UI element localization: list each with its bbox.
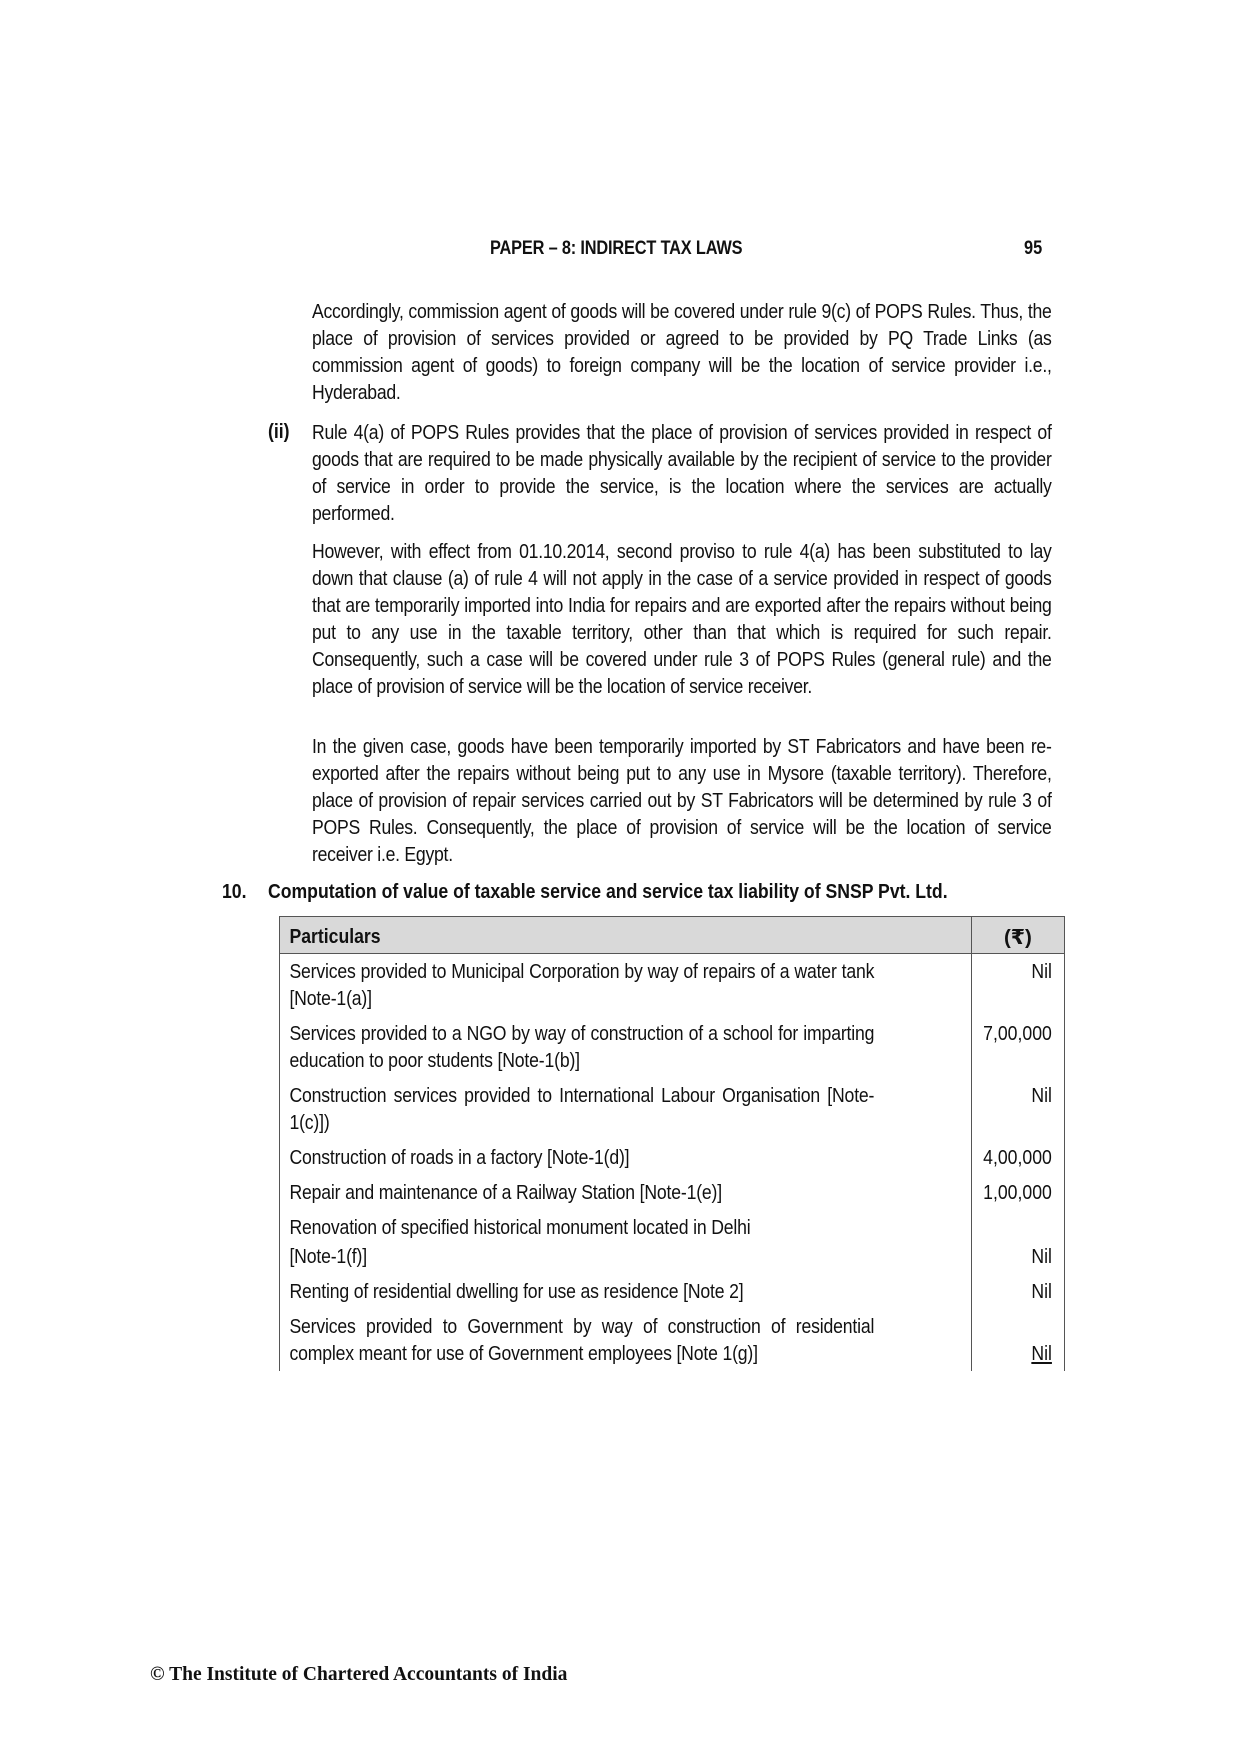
table-row	[280, 1140, 1065, 1175]
computation-table	[279, 916, 1052, 1371]
row-amount: Nil	[1031, 1084, 1052, 1107]
row-particular-continued: [Note-1(f)]	[289, 1245, 367, 1268]
row-particular: Renting of residential dwelling for use as residence [Note 2]	[289, 1280, 744, 1303]
row-particular: Repair and maintenance of a Railway Station [Note-1(e)]	[289, 1181, 722, 1204]
row-amount: Nil	[1031, 1280, 1052, 1303]
paragraph-text: However, with effect from 01.10.2014, second proviso to rule 4(a) has been substituted to lay down that clause (a) of rule 4 will not apply in the case of a service provided in respect of goods that are temporarily imported into India for repairs and are exported after the repairs without being put to any use in the taxable territory, other than that which is required for such repair. Consequently, such a case will be covered under rule 3 of POPS Rules (general rule) and the place of provision of service will be the location of service receiver.	[312, 540, 1052, 698]
row-amount: 4,00,000	[983, 1146, 1052, 1169]
row-particular: Services provided to a NGO by way of construction of a school for imparting education to poor students [Note-1(b)]	[289, 1022, 875, 1072]
page-number: 95	[1024, 238, 1043, 259]
table-row	[280, 1175, 1065, 1210]
row-particular: Construction services provided to International Labour Organisation [Note-1(c)])	[289, 1084, 875, 1134]
paragraph-second-proviso	[312, 538, 1052, 700]
row-amount: Nil	[1031, 960, 1052, 983]
paragraph-given-case	[312, 733, 1052, 868]
sub-item-label: (ii)	[268, 420, 290, 443]
row-amount: 7,00,000	[983, 1022, 1052, 1045]
table-row	[280, 1309, 1065, 1371]
table-row	[280, 1274, 1065, 1309]
paragraph-text: Accordingly, commission agent of goods will be covered under rule 9(c) of POPS Rules. Thus, the place of provision of services provided or agreed to be provided by PQ Trade Links (as commission agent of goods) to foreign company will be the location of service provider i.e., Hyderabad.	[312, 300, 1052, 404]
question-title: Computation of value of taxable service and service tax liability of SNSP Pvt. Ltd.	[268, 880, 948, 903]
paragraph-rule-4a	[312, 419, 1052, 527]
row-amount: 1,00,000	[983, 1181, 1052, 1204]
footer-copyright: © The Institute of Chartered Accountants of India	[150, 1664, 568, 1685]
row-particular: Construction of roads in a factory [Note-1(d)]	[289, 1146, 630, 1169]
row-particular: Services provided to Municipal Corporation by way of repairs of a water tank [Note-1(a)]	[289, 960, 875, 1010]
row-amount: Nil	[1031, 1245, 1052, 1268]
paragraph-text: In the given case, goods have been temporarily imported by ST Fabricators and have been re-exported after the repairs without being put to any use in Mysore (taxable territory). Therefore, place of provision of repair services carried out by ST Fabricators will be determined by rule 3 of POPS Rules. Consequently, the place of provision of service will be the location of service receiver i.e. Egypt.	[312, 735, 1052, 866]
header-particulars: Particulars	[280, 917, 972, 954]
row-particular: Renovation of specified historical monument located in Delhi	[289, 1216, 751, 1239]
row-amount: Nil	[1031, 1342, 1052, 1365]
table-row	[280, 1210, 1065, 1274]
page-header-title: PAPER – 8: INDIRECT TAX LAWS	[490, 238, 743, 259]
table-row	[280, 1016, 1065, 1078]
table-row	[280, 954, 1065, 1017]
table-header-row	[280, 917, 1065, 954]
question-number: 10.	[222, 880, 247, 903]
header-amount: (₹)	[972, 917, 1065, 954]
paragraph-text: Rule 4(a) of POPS Rules provides that the place of provision of services provided in respect of goods that are required to be made physically available by the recipient of service to the provider of service in order to provide the service, is the location where the services are actually performed.	[312, 421, 1052, 525]
paragraph-commission-agent	[312, 298, 1052, 406]
table-row	[280, 1078, 1065, 1140]
row-particular: Services provided to Government by way of construction of residential complex meant for use of Government employees [Note 1(g)]	[289, 1315, 875, 1365]
